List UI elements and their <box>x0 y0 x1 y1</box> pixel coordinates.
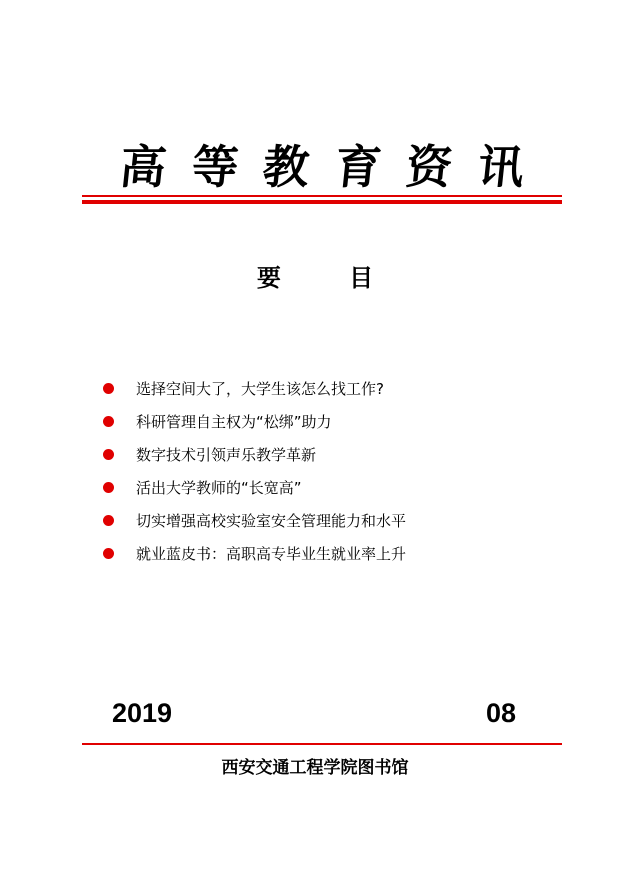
masthead-title <box>82 138 562 196</box>
contents-item[interactable] <box>103 438 406 471</box>
bullet-dot-icon <box>103 383 114 394</box>
contents-heading: 要 目 <box>256 264 404 292</box>
bullet-dot-icon <box>103 449 114 460</box>
contents-item-title: 切实增强高校实验室安全管理能力和水平 <box>136 511 407 530</box>
masthead-char: 育 <box>331 140 384 194</box>
masthead-divider-thin <box>82 195 562 197</box>
contents-item[interactable] <box>103 405 406 438</box>
contents-item-title: 数字技术引领声乐教学革新 <box>136 445 317 464</box>
footer-divider <box>82 743 562 745</box>
issue-number: 08 <box>486 698 517 728</box>
masthead-char: 教 <box>260 140 313 194</box>
contents-list <box>103 372 406 570</box>
bullet-dot-icon <box>103 482 114 493</box>
bullet-dot-icon <box>103 515 114 526</box>
contents-item-title: 活出大学教师的“长宽高” <box>136 478 302 497</box>
contents-item-title: 选择空间大了，大学生该怎么找工作? <box>136 379 384 398</box>
publisher-name: 西安交通工程学院图书馆 <box>221 758 409 778</box>
contents-item-title: 就业蓝皮书：高职高专毕业生就业率上升 <box>136 544 407 563</box>
masthead-char: 等 <box>188 140 241 194</box>
contents-item[interactable] <box>103 372 406 405</box>
contents-item[interactable] <box>103 504 406 537</box>
masthead-char: 资 <box>403 140 456 194</box>
masthead-divider-thick <box>82 200 562 204</box>
masthead-char: 高 <box>117 140 169 194</box>
contents-item-title: 科研管理自主权为“松绑”助力 <box>136 412 332 431</box>
contents-item[interactable] <box>103 471 406 504</box>
contents-item[interactable] <box>103 537 406 570</box>
bullet-dot-icon <box>103 548 114 559</box>
bullet-dot-icon <box>103 416 114 427</box>
masthead-char: 讯 <box>475 140 527 194</box>
issue-year: 2019 <box>112 698 173 728</box>
